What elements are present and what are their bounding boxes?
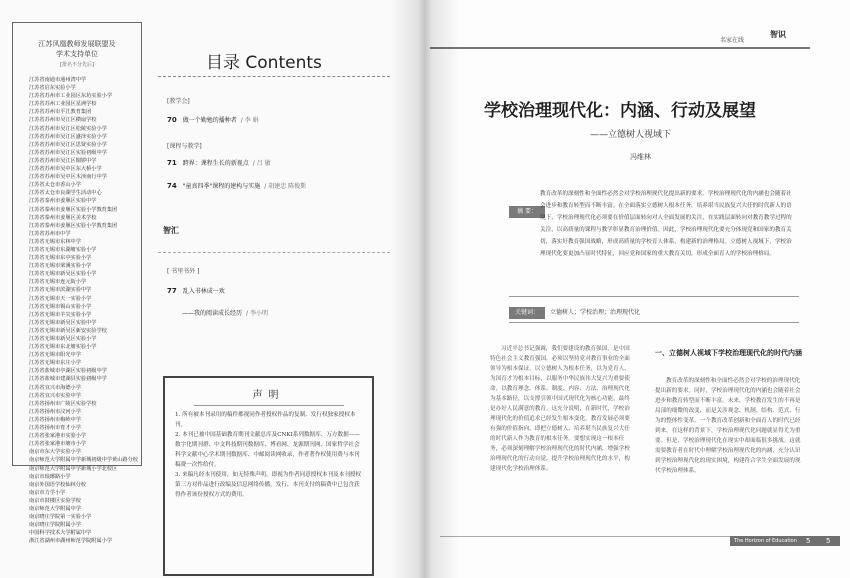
sponsor-item: 江苏省太仓市良湖学生活动中心 [29,190,102,197]
sponsor-item: 江苏省扬州市育才小学 [29,425,81,432]
toc-page-number: 71 [167,159,177,167]
column-label: 名家在线 [720,37,745,44]
sponsor-item: 南京晓庄学院附属小学 [29,522,81,529]
sponsor-item: 南京市力学小学 [29,489,66,496]
toc-item[interactable] [167,158,271,167]
statement-divider [194,405,344,406]
sponsor-item: 南京市鼓楼区实验学校 [29,497,81,504]
toc-title: 目录 Contents [206,53,322,73]
sponsor-item: 江苏省太仓市香山小学 [29,182,81,189]
sponsor-item: 江苏省无锡市新吴区实验小学 [29,336,97,342]
sponsor-item: 江苏省南通市通州湾中学 [29,77,87,83]
statement-paragraph: 3. 来稿凡经本刊使用，如无特殊声明，即视为作者同意授权本刊及本刊授权第三方对作品进行改编及信息网络传播，发行。本刊支付的稿费中已包含获得作者该份授权方式的费用。 [175,472,362,498]
statement-paragraph: 2. 本刊已被中国基础教育期刊文献总库及CNKI系列数据库、万方数据——数字化期刊群、中文科技期刊数据库、博看网、龙源期刊网、国家哲学社会科学文献中心学术期刊数据库、中邮阅读网收录，作者著作权使用费与本刊稿费一次性给付。 [175,432,360,468]
toc-item-subtitle [182,308,268,317]
sponsor-item: 江苏省苏州市工业园区东坊实验小学 [29,93,113,100]
section-heading-zhihui: 智汇 [163,226,179,235]
article-subtitle: ——立德树人视域下 [590,130,672,140]
sponsor-item: 江苏省苏州市平江教育集团 [29,109,92,116]
toc-item[interactable] [167,286,225,295]
toc-page-number: 74 [167,182,177,190]
sponsor-item: 江苏省泰州市姜堰区实验中学 [29,198,97,205]
sponsor-item: 江苏省无锡市羊尖实验小学 [29,311,92,318]
toc-page-number: 70 [167,116,177,124]
sponsor-item: 江苏省无锡市锡山实验小学 [29,303,92,310]
right-page [425,0,850,578]
page-gutter-shadow [390,0,460,578]
sponsor-item: 南京市琅琊路小学 [29,473,71,480]
sponsor-item: 江苏省苏州市中学 [29,230,71,237]
body-column-left [490,344,634,474]
sponsor-item: 江苏省无锡市新吴区新安实验学校 [29,327,107,334]
sponsor-item: 江苏省扬州市汶河小学 [29,408,81,415]
sponsor-heading-line2: 学术支持单位 [56,50,98,58]
sponsor-item: 南京市东大学实验小学 [29,449,81,456]
keywords-text: 立德树人；学校治理；治理现代化 [550,309,641,316]
sponsor-list [29,76,141,545]
toc-page-number: 77 [167,287,177,295]
sponsor-item: 江苏省无锡市新吴区实验中学 [29,319,97,326]
keywords-label: 关键词： [509,307,545,319]
sponsor-item: 江苏省盐城市亭湖区实验初级中学 [29,368,107,375]
section-heading: 一、立德树人视域下学校治理现代化的时代内涵 [655,349,802,357]
abstract-text [540,188,797,260]
sponsor-heading [13,39,141,59]
sponsor-item: 江苏省苏州市吴江区实验初级中学 [29,149,107,156]
statement-paragraph: 1. 所有被本刊录用的稿件都视同作者授权作品的复制、发行权独家授权本刊。 [175,412,356,428]
toc-item-title: "童真四季"课程的建构与实施 [182,183,261,190]
sponsor-item: 江苏省无锡市东庄小学 [29,360,81,367]
sponsor-item: 江苏省无锡市阳光中学 [29,352,81,359]
sponsor-item: 南京师范大学附属中学新城小学北校区 [29,465,118,472]
toc-item-title: 做一个勤勉的播种者 [182,117,237,124]
toc-item-author: / 吕 敏 [252,160,271,167]
sponsor-item: 江苏省无锡市东湖塘实验小学 [29,246,97,253]
sponsor-item: 南京师范大学附属中学新城初级中学黄山路分校 [29,457,138,464]
sponsor-box [12,22,142,545]
sponsor-item: 江苏省无锡市天一实验小学 [29,295,92,302]
sponsor-item: 江苏省苏州市吴江区横扇学校 [29,117,97,124]
keywords-divider [509,322,799,323]
sponsor-item: 江苏省启东实验小学 [29,85,76,92]
sponsor-item: 江苏省盐城市建湖县实验初级中学 [29,376,107,383]
sponsor-item: 江苏省张家港市实验小学 [29,433,87,440]
page-number: 5 [826,537,831,545]
toc-item-author: / 李小明 [246,310,268,317]
sponsor-item: 南京晓庄学院第一实验小学 [29,514,92,521]
sponsor-item: 江苏省扬州市广陵区实验学校 [29,400,97,407]
sponsor-item: 江苏省苏州市吴中区木渎南行中学 [29,174,107,181]
article-title: 学校治理现代化：内涵、行动及展望 [484,101,756,121]
toc-item-title: 乱入书林成一欢 [182,288,225,295]
sponsor-item: 江苏省泰州市姜堰区实验小学教育集团 [29,222,118,229]
sponsor-item: 江苏省苏州市吴江区铜锣中学 [29,157,97,164]
sponsor-item: 江苏省无锡市滨湖实验中学 [29,287,92,294]
toc-section-label: [课程与教学] [167,143,202,150]
body-column-right [655,376,803,476]
abstract-divider [509,296,799,297]
sponsor-item: 江苏省张家港市塘市小学 [29,441,87,448]
sponsor-item: 江苏省泰州市姜堰区实验小学教育集团 [29,206,118,213]
body-paragraph: 习近平总书记强调，我们要建设的教育强国，是中国特色社会主义教育强国，必须以坚持党对教育事业的全面领导为根本保证，以立德树人为根本任务，以为党育人、为国育才为根本目标，以服务中华民族伟大复兴为重要使命，以教育理念、体系、制度、内容、方法、治理现代化为基本路径，以支撑引领中国式现代化为核心功能，最终是办好人民满意的教育。这充分说明，在新时代，学校治理现代化的价值追求已经发生根本变化，教育发展必须要有强的价值指向，即把立德树人、培养堪当民族复兴大任的时代新人作为教育的根本任务。要想实现这一根本任务，必须深刻理解学校治理现代化的时代内涵，增强学校治理现代化的行动自觉，提升学校治理现代化的水平，构建现代化学校治理体系。 [490,346,630,472]
sponsor-item: 江苏省无锡市梁溪实验小学 [29,263,92,270]
sponsor-heading-line1: 江苏风凰教师发展联盟及 [38,40,116,48]
footer-journal-name: The Horizon of Education [734,538,797,544]
sponsor-item: 江苏省宜兴市海德小学 [29,384,81,391]
toc-divider [158,252,390,253]
column-tab: 智识 [770,30,786,39]
sponsor-item: 浙江省湖州市湖州师范学院附属小学 [29,538,113,545]
toc-item-author: / 胡建忠 陈俊斯 [264,183,307,190]
sponsor-item: 江苏省苏州市吴江区松陵实验小学 [29,125,107,132]
sponsor-note: [排名不分先后] [60,62,94,68]
body-paragraph: 教育改革的深刻性和全面性必然会对学校的治理现代化提出新的要求。同时，学校治理现代化的内涵也会随着社会进步和教育转型而不断丰富。未来，学校教育发生的不再是局部的细微的改变，而是关涉观念、机制、结构、范式、行为的整体性变革。一个教育改革创新和全面育人的时代已经到来。在这样的背景下，学校治理现代化问题就显得尤为重要。但是，学校治理现代化在现实中却面临很多挑战。这就需要教育者在时代中理解学校治理现代化的内涵，充分认识到学校治理现代化的现实困境，构建符合学生全面发展的现代学校治理体系。 [655,378,801,474]
toc-item-title: 跨界：课程生长的新视点 [182,160,249,167]
sponsor-item: 江苏省无锡市新吴区实验小学 [29,271,97,278]
toc-item-subtitle-text: ——我的阅读成长经历 [182,310,243,317]
sponsor-item: 江苏省无锡市连元街小学 [29,279,87,286]
page-number: 5 [806,537,811,545]
footer-rule [440,536,770,537]
sponsor-item: 江苏省无锡市东林中学 [29,238,81,245]
article-author: 冯维林 [630,153,651,161]
sponsor-item: 江苏省苏州市吴江区思贤实验小学 [29,141,107,148]
sponsor-item: 中国科学技术大学附属中学 [29,530,92,537]
sponsor-item: 江苏省无锡市东北塘实验小学 [29,344,97,351]
sponsor-item: 江苏省无锡市东亭实验小学 [29,255,92,262]
sponsor-item: 江苏省泰州市姜堰区美术学校 [29,214,97,221]
sponsor-item: 江苏省苏州市吴中区东大桥小学 [29,166,102,173]
abstract-paragraph: 教育改革的深刻性和全面性必然会对学校治理现代化提出新的要求。学校治理现代化的内涵也会随着社会进步和教育转型而不断丰富。在全面落实立德树人根本任务，培养堪当民族复兴大任的时代新人的语境下，学校治理现代化必须要在价值层面转向对人全面发展的关注，在实践层面转向对教育教学过程的关注，以高质量的课程与教学彰显教育治理价值。因此，学校治理现代化要充分体现党和国家的教育关切，落实好教育强国战略，形成高质量的学校育人体系，构建新的治理格局。立德树人视域下，学校治理现代化要更加凸显时代特征，回应党和国家的重大教育关切，形成全面育人的学校治理格局。 [540,191,792,257]
sponsor-item: 江苏省苏州工业园区星洲学校 [29,101,97,108]
header-rule [430,47,810,49]
toc-item[interactable] [167,115,259,124]
sponsor-item: 江苏省苏州市吴江区盛泽实验小学 [29,133,107,140]
toc-section-label: [ 书里书外 ] [167,268,200,275]
toc-item[interactable] [167,181,306,190]
toc-divider [158,76,390,77]
sponsor-item: 南京师范大学附属中学 [29,505,81,512]
toc-section-label: [教学会] [167,98,190,105]
statement-box [163,376,374,576]
toc-item-author: / 李 娟 [240,117,259,124]
sponsor-item: 江苏省扬州市梅岭中学 [29,416,81,423]
sponsor-item: 南京外国语学校仙林分校 [29,481,87,488]
abstract-label: 摘 要： [509,206,545,218]
statement-title: 声明 [252,390,285,401]
sponsor-item: 江苏省宜兴市实验中学 [29,392,81,399]
